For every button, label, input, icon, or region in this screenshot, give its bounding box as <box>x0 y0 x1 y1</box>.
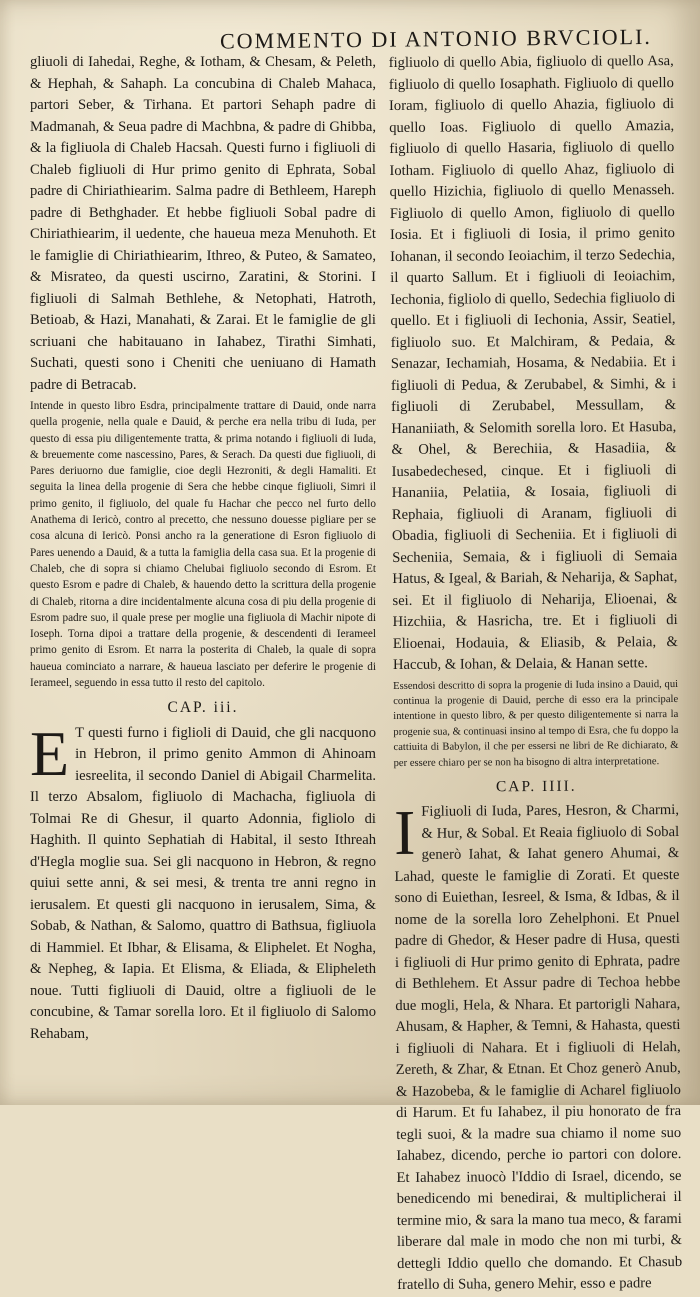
drop-cap: E <box>30 717 70 789</box>
chapter-heading: CAP. IIII. <box>495 777 577 796</box>
left-column <box>30 52 376 1045</box>
chapter-opening-paragraph <box>30 717 376 1046</box>
commentary-paragraph: Essendosi descritto di sopra la progenie di Iuda insino a Dauid, qui continua la progenie di Dauid, perche di esso era la principale intentione in questo libro, & per questo diligentemente si narra la progenie sua, & continuasi insino al tempo di Esra, che fu doppo la cattiuita di Babylon, il che per essersi ne libri de Re dichiarato, & per essere chiaro per se non ha bisogno di altra interpretatione. <box>393 678 679 769</box>
drop-cap: I <box>393 797 416 869</box>
scripture-paragraph: figliuolo di quello Abia, figliuolo di quello Asa, figliuolo di quello Iosaphath. Figliuolo di quello Ioram, figliuolo di quello Ahazia, figliuolo di quello Ioas. Figliuolo di quello Amazia, figliuolo di quello Hasaria, figliuolo di quello Iotham. Figliuolo di quello Ahaz, figliuolo di quello Hizichia, figliuolo di quello Menasseh. Figliuolo di quello Amon, figliuolo di quello Iosia. Et i figliuoli di Iosia, il primo genito Iohanan, il secondo Ieoiachim, il terzo Sedechia, il quarto Sallum. Et i figliuoli di Ieoiachim, Iechonia, figliolo di quello, Sedechia figliuolo di quello. Et i figliuoli di Iechonia, Assir, Seatiel, figliuolo suo. Et Malchiram, & Pedaia, & Senazar, Iechamiah, Hosama, & Nedabiia. Et i figliuoli di Pedua, & Zerubabel, & Simhi, & i figliuoli di Zerubabel, Messullam, & Hananiiath, & Selomith sorella loro. Et Hasuba, & Ohel, & Berechiia, & Hasadiia, & Iusabedechesed, cinque. Et i figliuoli di Hananiia, Pelatiia, & Iosaia, figliuoli di Rephaia, figliuoli di Aranam, figliuoli di Obadia, figliuoli di Secheniia. Et i figliuoli di Secheniia, Semaia, & i figliuoli di Semaia Hatus, & Igeal, & Bariah, & Neharija, & Saphat, sei. Et il figliuolo di Neharija, Elioenai, & Hizchiia, & Hasricha, tre. Et i figliuoli di Elioenai, Hodauia, & Eliasib, & Pelaia, & Haccub, & Iohan, & Delaia, & Hanan sette. <box>388 53 678 673</box>
chapter-text: T questi furno i figlioli di Dauid, che gli nacquono in Hebron, il primo genito Ammon di Ahinoam iesreelita, il secondo Daniel di Abigail Charmelita. Il terzo Absalom, figliuolo di Machacha, figliuola di Tolmai Re di Ghesur, il quarto Adonnia, figliolo di Haghith. Il quinto Sephatiah di Habital, il sesto Ithreah d'Hegla moglie sua. Sei gli nacquono in Hebron, & regno quiui sette anni, & sei mesi, & trenta tre anni regno in ierusalem. Et questi gli nacquono in ierusalem, Sima, & Sobab, & Nathan, & Salomo, quattro di Bathsua, figliuola di Hammiel. Et Ibhar, & Elisama, & Eliphelet. Et Nogha, & Nepheg, & Iapia. Et Elisma, & Eliada, & Elipheleth noue. Tutti figliuoli di Dauid, oltre a figliuoli de le concubine, & Tamar sorella loro. Et il figliuolo di Salomo Rehabam, <box>30 724 376 1042</box>
commentary-paragraph: Intende in questo libro Esdra, principalmente trattare di Dauid, onde narra quella progenie, nella quale e Dauid, & perche era nella tribu di Iuda, per questo di essa piu diligentemente tratta, & prima notando i figliuoli di Iuda, & breuemente come nascessino, Pares, & Serach. Da questi due figliuoli, di Pares deriuorno due famiglie, cioe degli Hezroniti, & degli Hamaliti. Et seguita la linea della progenie di Sera che hebbe cinque figliuoli, Simri il primo genito, il figliuolo, del quale fu Hachar che pecco nel furto dello Anathema di Iericò, contro al precetto, che nessuno douesse pigliare per se cosa alcuna di Iericò. Ponsi ancho ra la generatione di Esron figliuolo di Pares uenendo a Dauid, & a tutta la famiglia della casa sua. Et la progenie di Chaleb, che di sopra si chiamo Chelubai figliuolo secondo di Esrom. Et questo Esrom e padre di Chaleb, & hauendo detto la scrittura della progenie di Chaleb, ritorna a dire incidentalmente alcuna cosa di piu della progenie di Esrom padre suo, il quale prese per moglie una figliuola di Machir nipote di Ioseph. Torna dipoi a trattare della progenie, & descendenti di Ierameel primo genito di Esrom. Et narra la posterita di Chaleb, la quale di sopra haueua cominciato a narrare, & haueua lasciato per deferire le progenie di Ierameel, seguendo in essa tutto il resto del capitolo. <box>30 400 376 690</box>
right-column <box>389 51 683 1297</box>
chapter-opening-paragraph <box>393 797 683 1296</box>
running-header: COMMENTO DI ANTONIO BRVCIOLI. <box>219 23 652 54</box>
chapter-text: Figliuoli di Iuda, Pares, Hesron, & Charmi, & Hur, & Sobal. Et Reaia figliuolo di Sobal generò Iahat, & Iahat genero Ahumai, & Lahad, queste le famiglie di Zorati. Et queste sono di Euiethan, Iesreel, & Isma, & Idbas, & il nome de la sorella loro Zehelphoni. Et Pnuel padre di Ghedor, & Heser padre di Husa, questi i figliuoli di Hur primo genito di Ephrata, padre di Bethlehem. Et Assur padre di Techoa hebbe due mogli, Hela, & Nhara. Et partorigli Nahara, Ahusam, & Hapher, & Temni, & Hahasta, questi i figliuoli di Nahara. Et i figliuoli di Helah, Zereth, & Zhar, & Etnan. Et Choz generò Anub, & Hazobeba, & le famiglie di Acharel figliuolo di Harum. Et fu Iahabez, il piu honorato de fra tegli suoi, & la madre sua chiamo il nome suo Iahabez, dicendo, perche io partori con dolore. Et Iahabez inuocò l'Iddio di Israel, dicendo, se benedicendo mi benedirai, & multiplicherai il termine mio, & sara la mano tua meco, & farami liberare dal male in modo che non mi turbi, & dettegli Iddio quello che domando. Et Chasub fratello di Suha, genero Mehir, esso e padre <box>394 802 683 1294</box>
scripture-paragraph: gliuoli di Iahedai, Reghe, & Iotham, & Chesam, & Peleth, & Hephah, & Sahaph. La concubina di Chaleb Mahaca, partori Seber, & Tirhana. Et partori Sehaph padre di Madmanah, & Seua padre di Machbna, & padre di Ghibba, & la figliuola di Chaleb Hacsah. Questi furno i figliuoli di Chaleb figliuoli di Hur primo genito di Ephrata, Sobal padre di Chiriathiearim. Salma padre di Bethleem, Hareph padre di Bethghader. Et hebbe figliuoli Sobal padre di Chiriathiearim, il uedente, che haueua meza Menuhoth. Et le famiglie di Chiriathiearim, Ithreo, & Puteo, & Samateo, & Misrateo, da questi uscirno, Zaratini, & Storini. I figliuoli di Salmah Bethlehe, & Netophati, Hatroth, Betioab, & Hazi, Manahati, & Zarai. Et le famiglie de gli scriuani che habitauano in Iahabez, Tirathi Simhati, Suchati, questi sono i Cheniti che ueniuano di Hamath padre di Betracab. <box>30 54 376 393</box>
chapter-heading: CAP. iii. <box>167 699 239 717</box>
